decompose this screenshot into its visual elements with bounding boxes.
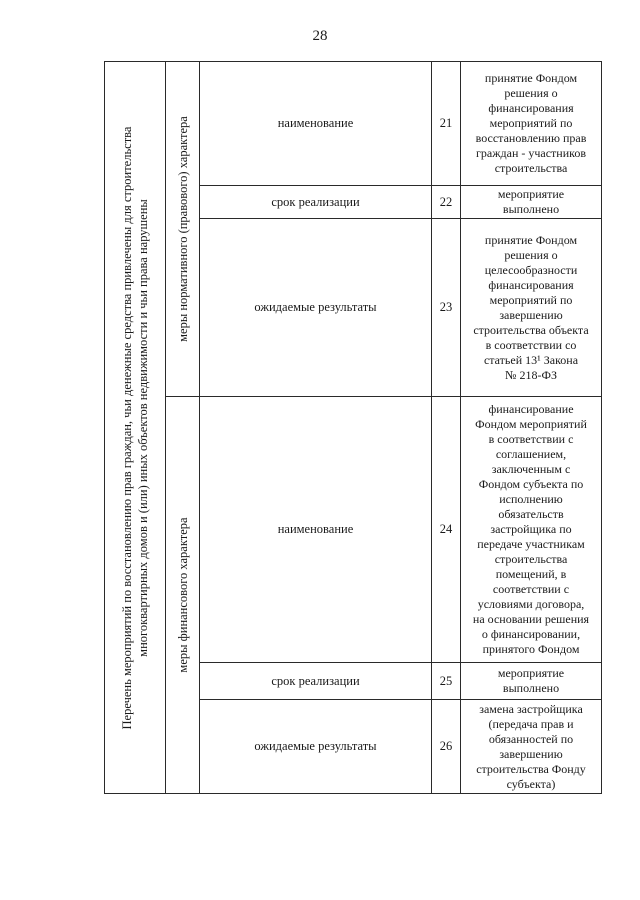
outer-title: Перечень мероприятий по восстановлению прав граждан, чьи денежные средства привлечены для строительства многоквартирных домов и (или) иных объектов недвижимости и чьи права нарушены bbox=[120, 126, 150, 729]
row-label: срок реализации bbox=[200, 663, 432, 700]
group-title-normative: меры нормативного (правового) характера bbox=[175, 116, 190, 342]
table-row bbox=[105, 397, 602, 663]
row-number: 25 bbox=[432, 663, 461, 700]
group-title-cell bbox=[166, 62, 200, 397]
measures-table bbox=[104, 61, 602, 794]
row-value: принятие Фондом решения о финансирования мероприятий по восстановлению прав граждан - участников строительства bbox=[461, 62, 602, 186]
row-label: наименование bbox=[200, 62, 432, 186]
row-label: срок реализации bbox=[200, 186, 432, 219]
row-value: замена застройщика (передача прав и обязанностей по завершению строительства Фонду субъекта) bbox=[461, 700, 602, 794]
page-number: 28 bbox=[312, 28, 328, 44]
outer-title-cell bbox=[105, 62, 166, 794]
row-value: мероприятие выполнено bbox=[461, 663, 602, 700]
row-number: 23 bbox=[432, 219, 461, 397]
row-label: ожидаемые результаты bbox=[200, 700, 432, 794]
row-label: наименование bbox=[200, 397, 432, 663]
row-value: мероприятие выполнено bbox=[461, 186, 602, 219]
row-value: финансирование Фондом мероприятий в соответствии с соглашением, заключенным с Фондом субъекта по исполнению обязательств застройщика по передаче участникам строительства помещений, в соответствии с условиями договора, на основании решения о финансировании, принятого Фондом bbox=[461, 397, 602, 663]
row-number: 22 bbox=[432, 186, 461, 219]
row-number: 21 bbox=[432, 62, 461, 186]
row-value: принятие Фондом решения о целесообразности финансирования мероприятий по завершению строительства объекта в соответствии со статьей 13¹ Закона № 218-ФЗ bbox=[461, 219, 602, 397]
row-number: 26 bbox=[432, 700, 461, 794]
group-title-cell bbox=[166, 397, 200, 794]
row-number: 24 bbox=[432, 397, 461, 663]
group-title-financial: меры финансового характера bbox=[175, 517, 190, 673]
table-row bbox=[105, 62, 602, 186]
row-label: ожидаемые результаты bbox=[200, 219, 432, 397]
